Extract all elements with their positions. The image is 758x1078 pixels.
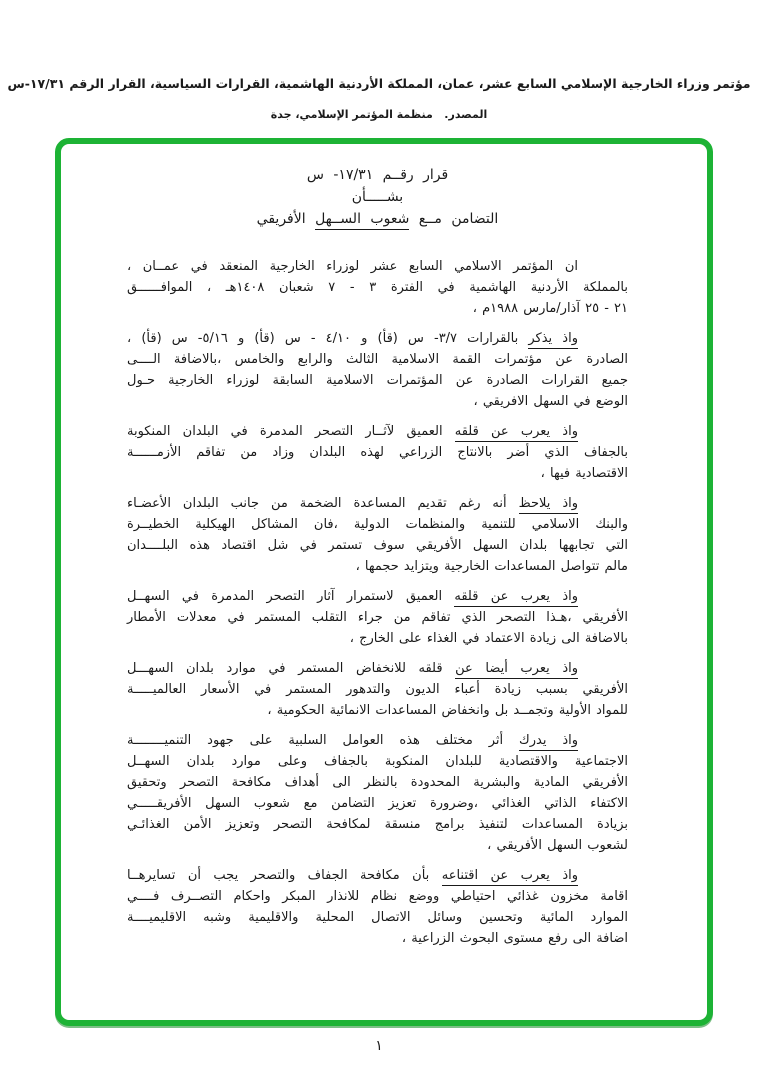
paragraph-line: واذ يلاحظ أنه رغم تقديم المساعدة الضخمة من جانب البلدان الأعضـاء [127,493,628,514]
paragraph-line: والبنك الاسلامي للتنمية والمنظمات الدولية ،فان المشاكل الهيكلية الخطيــرة [127,517,628,532]
paragraph [127,658,628,721]
underlined-lead-phrase: واذ يعرب عن قلقه [454,589,578,607]
underlined-lead-phrase: واذ يلاحظ [519,496,578,514]
paragraph-line: ان المؤتمر الاسلامي السابع عشر لوزراء الخارجية المنعقد في عمــان ، [127,259,578,274]
paragraph-line: بالجفاف الذي أضر بالانتاج الزراعي لهذه البلدان وزاد من تفاقم الأزمــــــة [127,445,628,460]
paragraph-line: الأفريقي ،هـذا التصحر الذي تفاقم من جراء التقلب المستمر في معدلات الأمطار [127,610,628,625]
paragraph-line: بزيادة المساعدات لتنفيذ برامج منسقة لمكافحة التصحر وتعزيز الأمن الغذائـي [127,817,628,832]
resolution-title-block [127,164,628,230]
green-border-frame [55,138,713,1026]
paragraph-line: واذ يعرب عن قلقه العميق لآثــار التصحر المدمرة في البلدان المنكوبة [127,421,628,442]
paragraph [127,421,628,484]
paragraph [127,730,628,856]
paragraph-line: واذ يعرب أيضا عن قلقه للانخفاض المستمر في موارد بلدان السهـــل [127,658,628,679]
resolution-body [61,144,707,1020]
paragraph [127,586,628,649]
paragraph-line: الموارد المائية وتحسين وسائل الاتصال المحلية والاقليمية وشبه الاقليميــــة [127,910,628,925]
paragraph-line: جميع القرارات الصادرة عن المؤتمرات الاسلامية السابقة لوزراء الخارجية حـول [127,373,628,388]
page-number: ١ [375,1038,383,1054]
paragraph [127,493,628,577]
paragraph-line: بالاضافة الى زيادة الاعتماد في الغذاء على الخارج ، [349,631,628,646]
underlined-lead-phrase: واذ يذكر [528,331,578,349]
resolution-number-line: قرار رقــم ١٧/٣١- س [306,167,449,183]
underlined-lead-phrase: واذ يدرك [519,733,578,751]
paragraph-line: واذ يذكر بالقرارات ٣/٧- س (قأ) و ٤/١٠ - س (قأ) و ٥/١٦- س (قأ) ، [127,328,628,349]
paragraph-line: واذ يعرب عن اقتناعه بأن مكافحة الجفاف والتصحر يجب أن تسايرهــا [127,865,628,886]
preamble-paragraphs [127,256,628,949]
paragraph-line: الاقتصادية فيها ، [540,466,628,481]
paragraph-line: الأفريقي بسبب زيادة أعباء الديون والتدهور المستمر في الأسعار العالميـــــة [127,682,628,697]
paragraph-line: مالم تتواصل المساعدات الخارجية ويتزايد حجمها ، [355,559,628,574]
underlined-lead-phrase: واذ يعرب عن اقتناعه [442,868,578,886]
paragraph-line: اقامة مخزون غذائي احتياطي ووضع نظام للانذار المبكر واحكام التصــرف فــــي [127,889,628,904]
document-source-line: المصدر. منظمة المؤتمر الإسلامي، جدة [270,108,488,121]
paragraph-line: اضافة الى رفع مستوى البحوث الزراعية ، [401,931,628,946]
paragraph-line: للمواد الأولية وتجمــد بل وانخفاض المساعدات الانمائية الحكومية ، [267,703,628,718]
paragraph-line: ٢١ - ٢٥ آذار/مارس ١٩٨٨م ، [472,301,628,316]
paragraph-line: الوضع في السهل الافريقي ، [473,394,628,409]
paragraph-line: الأفريقي المادية والبشرية المحدودة بالنظر الى أهداف مكافحة التصحر وتحقيق [127,775,628,790]
resolution-subject-label: بشـــــأن [351,189,404,205]
paragraph-line: بالمملكة الأردنية الهاشمية في الفترة ٣ - ٧ شعبان ١٤٠٨هـ ، الموافــــــق [127,280,628,295]
underlined-lead-phrase: واذ يعرب عن قلقه [455,424,578,442]
paragraph-line: لشعوب السهل الأفريقي ، [487,838,628,853]
resolution-subject-line [127,208,628,230]
subject-underlined-text: شعوب الســهل [315,211,409,230]
paragraph-line: واذ يعرب عن قلقه العميق لاستمرار آثار التصحر المدمرة في السهــل [127,586,628,607]
subject-text-head: التضامن مــع [409,211,499,227]
paragraph [127,328,628,412]
paragraph [127,865,628,949]
paragraph-line: التي تجابهها بلدان السهل الأفريقي سوف تستمر في شل اقتصاد هذه البلــــدان [127,538,628,553]
subject-text-tail: الأفريقي [256,211,316,227]
paragraph-line: الاجتماعية والاقتصادية للبلدان المنكوبة بالجفاف وعلى موارد بلدان السهــل [127,754,628,769]
paragraph-line: الصادرة عن مؤتمرات القمة الاسلامية الثالث والرابع والخامس ،بالاضافة الــــى [127,352,628,367]
paragraph-line: الاكتفاء الذاتي الغذائي ،وضرورة تعزيز التضامن مع شعوب السهل الأفريقـــــي [127,796,628,811]
document-header-line: مؤتمر وزراء الخارجية الإسلامي السابع عشر، عمان، المملكة الأردنية الهاشمية، القرارات السياسية، القرار الرقم ١٧/٣١-س [7,76,751,91]
paragraph-line: واذ يدرك أثر مختلف هذه العوامل السلبية على جهود التنميــــــــة [127,730,628,751]
underlined-lead-phrase: واذ يعرب أيضا عن [455,661,578,679]
paragraph [127,256,628,319]
